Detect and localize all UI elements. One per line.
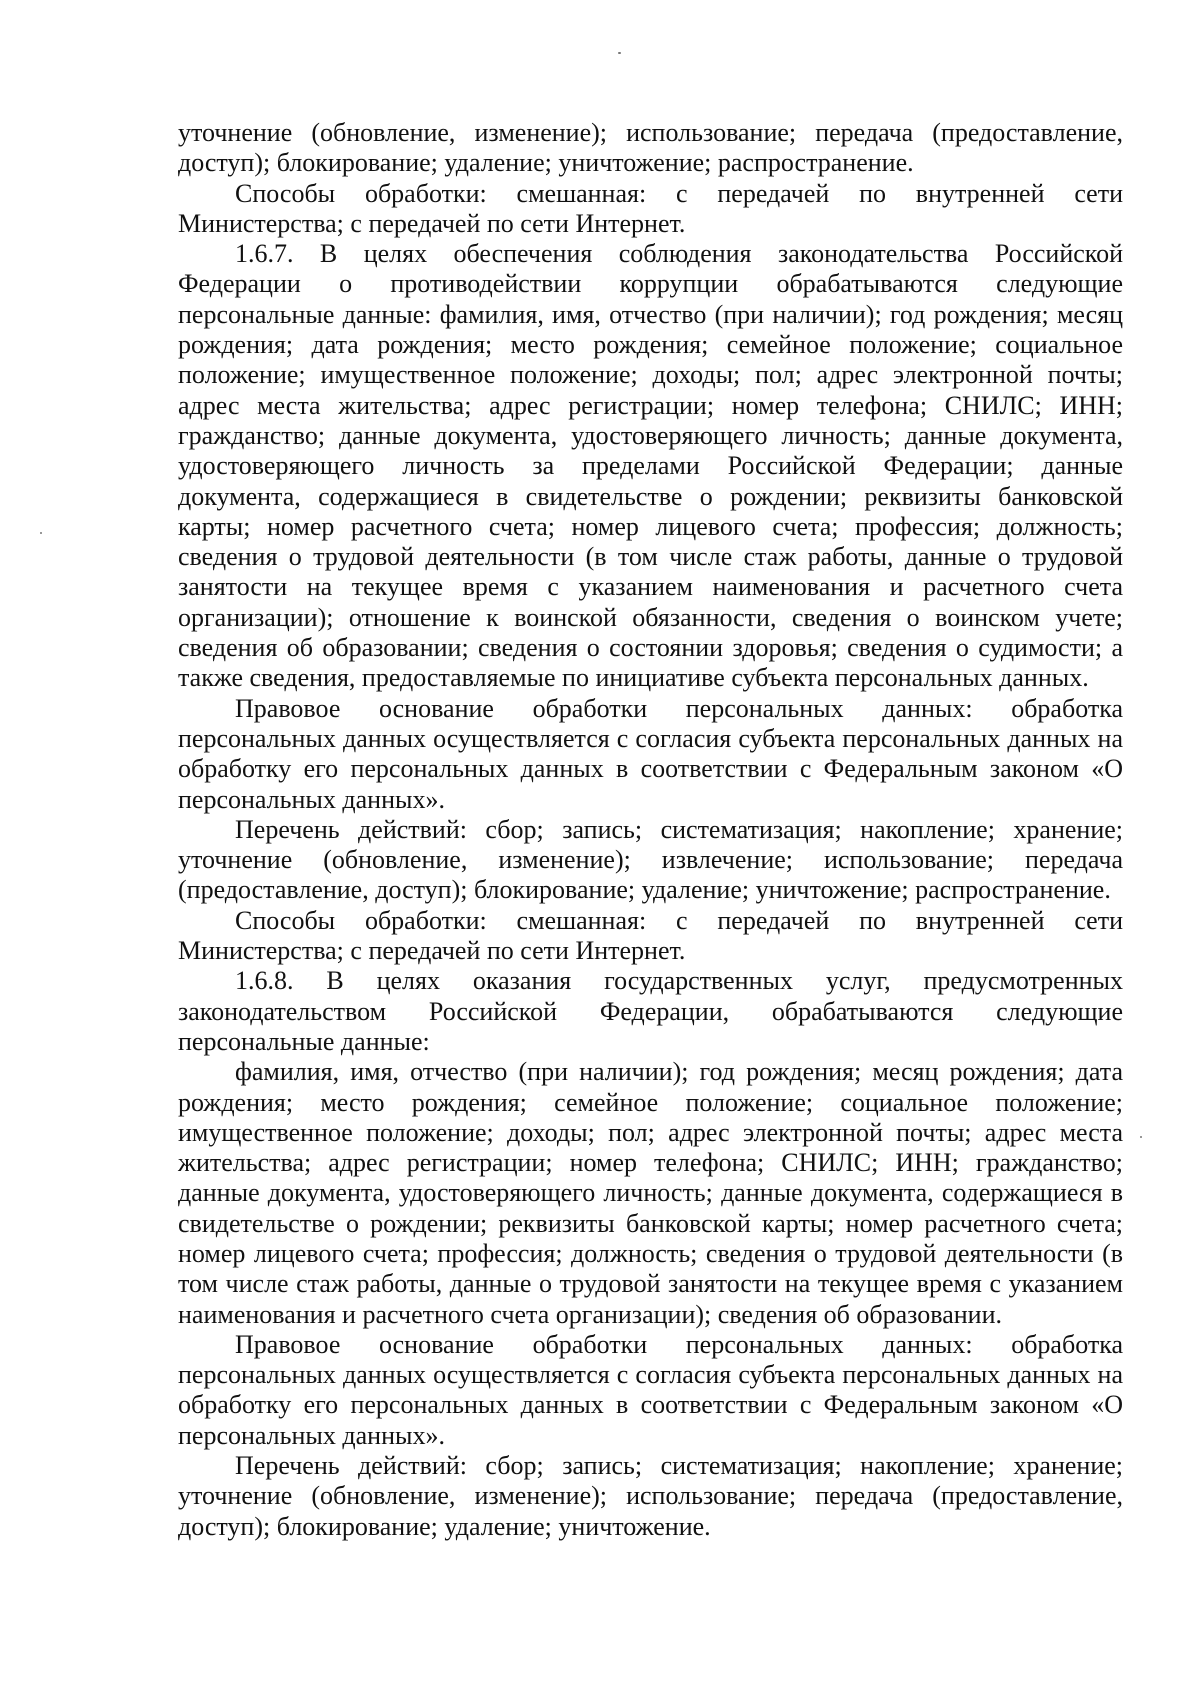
paragraph-personal-data-list: фамилия, имя, отчество (при наличии); год рождения; месяц рождения; дата рождения; место рождения; семейное положение; социальное положение; имущественное положение; доходы; пол; адрес электронной почты; адрес места жительства; адрес регистрации; номер телефона; СНИЛС; ИНН; гражданство; данные документа, удостоверяющего личность; данные документа, содержащиеся в свидетельстве о рождении; реквизиты банковской карты; номер расчетного счета; номер лицевого счета; профессия; должность; сведения о трудовой деятельности (в том числе стаж работы, данные о трудовой занятости на текущее время с указанием наименования и расчетного счета организации); сведения об образовании.	[178, 1057, 1123, 1329]
paragraph-1-6-8: 1.6.8. В целях оказания государственных услуг, предусмотренных законодательством Российской Федерации, обрабатываются следующие персональные данные:	[178, 966, 1123, 1056]
paragraph-continuation: уточнение (обновление, изменение); использование; передача (предоставление, доступ); блокирование; удаление; уничтожение; распространение.	[178, 118, 1123, 178]
scan-speck-left	[40, 532, 42, 534]
paragraph-processing-methods: Способы обработки: смешанная: с передачей по внутренней сети Министерства; с передачей по сети Интернет.	[178, 178, 1123, 238]
paragraph-actions-list: Перечень действий: сбор; запись; систематизация; накопление; хранение; уточнение (обновление, изменение); извлечение; использование; передача (предоставление, доступ); блокирование; удаление; уничтожение; распространение.	[178, 814, 1123, 905]
scan-speck-right	[1140, 1136, 1142, 1138]
paragraph-actions-list-2: Перечень действий: сбор; запись; систематизация; накопление; хранение; уточнение (обновление, изменение); использование; передача (предоставление, доступ); блокирование; удаление; уничтожение.	[178, 1451, 1123, 1541]
scan-speck-top	[618, 52, 621, 54]
paragraph-legal-basis: Правовое основание обработки персональных данных: обработка персональных данных осуществляется с согласия субъекта персональных данных на обработку его персональных данных в соответствии с Федеральным законом «О персональных данных».	[178, 693, 1123, 814]
document-page	[178, 118, 1123, 1542]
paragraph-legal-basis-2: Правовое основание обработки персональных данных: обработка персональных данных осуществляется с согласия субъекта персональных данных на обработку его персональных данных в соответствии с Федеральным законом «О персональных данных».	[178, 1329, 1123, 1450]
paragraph-1-6-7: 1.6.7. В целях обеспечения соблюдения законодательства Российской Федерации о противодействии коррупции обрабатываются следующие персональные данные: фамилия, имя, отчество (при наличии); год рождения; месяц рождения; дата рождения; место рождения; семейное положение; социальное положение; имущественное положение; доходы; пол; адрес электронной почты; адрес места жительства; адрес регистрации; номер телефона; СНИЛС; ИНН; гражданство; данные документа, удостоверяющего личность; данные документа, удостоверяющего личность за пределами Российской Федерации; данные документа, содержащиеся в свидетельстве о рождении; реквизиты банковской карты; номер расчетного счета; номер лицевого счета; профессия; должность; сведения о трудовой деятельности (в том числе стаж работы, данные о трудовой занятости на текущее время с указанием наименования и расчетного счета организации); отношение к воинской обязанности, сведения о воинском учете; сведения об образовании; сведения о состоянии здоровья; сведения о судимости; а также сведения, предоставляемые по инициативе субъекта персональных данных.	[178, 239, 1123, 693]
paragraph-processing-methods-2: Способы обработки: смешанная: с передачей по внутренней сети Министерства; с передачей по сети Интернет.	[178, 905, 1123, 966]
